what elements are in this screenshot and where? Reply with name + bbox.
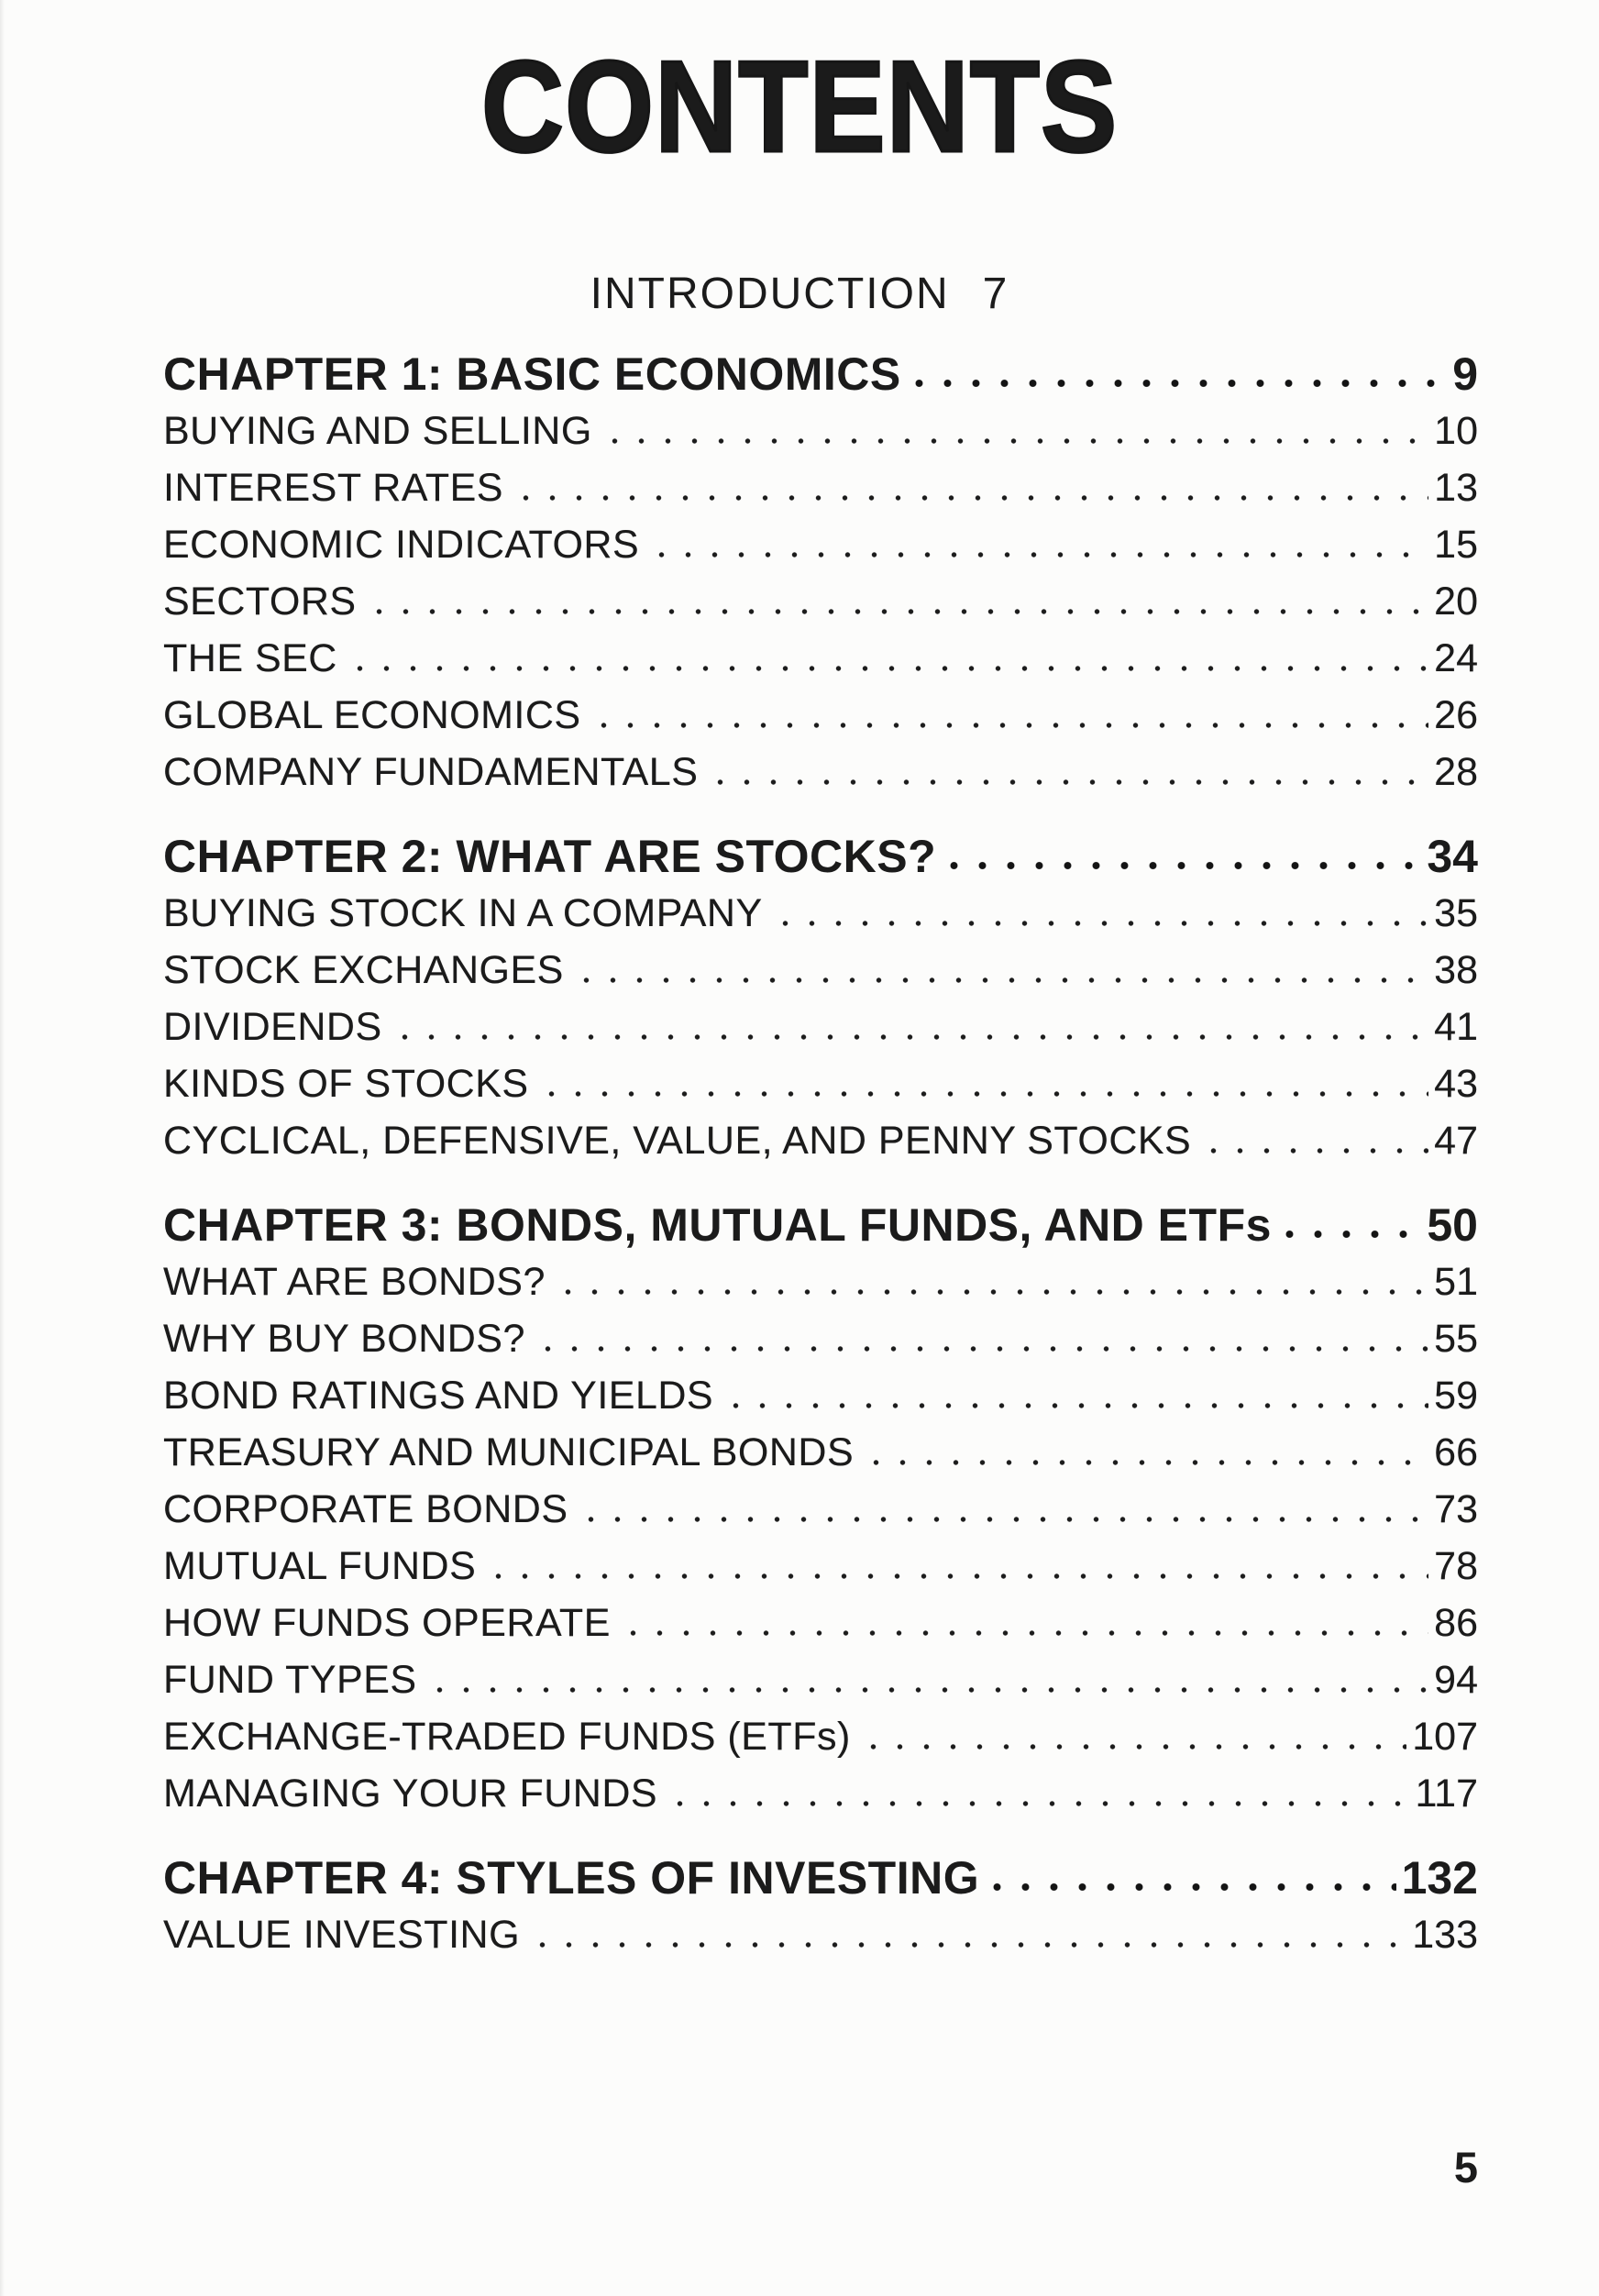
dot-leader	[555, 1253, 1428, 1310]
toc-entry-label: CHAPTER 1: BASIC ECONOMICS	[163, 348, 901, 400]
toc-entry-label: BUYING AND SELLING	[163, 409, 592, 453]
toc-entry-label: STOCK EXCHANGES	[163, 948, 564, 992]
toc-entry-row	[163, 687, 1478, 744]
toc-entry-page: 86	[1434, 1601, 1478, 1645]
toc-entry-label: VALUE INVESTING	[163, 1913, 521, 1957]
dot-leader	[573, 942, 1428, 999]
toc-entry-row	[163, 999, 1478, 1055]
dot-leader	[620, 1595, 1428, 1651]
toc-entry-page: 24	[1434, 636, 1478, 680]
chapter-heading-row	[163, 346, 1478, 403]
toc-entry-label: WHY BUY BONDS?	[163, 1317, 525, 1361]
toc-entry-row	[163, 1424, 1478, 1481]
dot-leader	[535, 1310, 1428, 1367]
toc-entry-page: 50	[1427, 1199, 1478, 1251]
toc-entry-label: TREASURY AND MUNICIPAL BONDS	[163, 1430, 855, 1474]
toc-entry-row	[163, 1112, 1478, 1169]
dot-leader	[905, 346, 1447, 403]
toc-entry-label: KINDS OF STOCKS	[163, 1062, 529, 1106]
toc-entry-label: DIVIDENDS	[163, 1005, 382, 1049]
toc-entry-page: 47	[1434, 1119, 1478, 1163]
dot-leader	[513, 459, 1428, 516]
toc-entry-label: CHAPTER 4: STYLES OF INVESTING	[163, 1852, 980, 1904]
toc-entry-label: CYCLICAL, DEFENSIVE, VALUE, AND PENNY STOCKS	[163, 1119, 1192, 1163]
toc-entry-label: BOND RATINGS AND YIELDS	[163, 1374, 714, 1418]
toc-entry-row	[163, 459, 1478, 516]
dot-leader	[707, 744, 1428, 800]
toc-entry-page: 13	[1434, 466, 1478, 510]
toc-entry-page: 9	[1452, 348, 1478, 400]
toc-entry-page: 26	[1434, 693, 1478, 737]
dot-leader	[722, 1367, 1428, 1424]
toc-entry-row	[163, 1055, 1478, 1112]
toc-entry-label: COMPANY FUNDAMENTALS	[163, 750, 699, 794]
toc-entry-row	[163, 1765, 1478, 1822]
toc-entry-row	[163, 1481, 1478, 1538]
dot-leader	[1275, 1197, 1421, 1253]
dot-leader	[667, 1765, 1409, 1822]
dot-leader	[529, 1906, 1406, 1963]
dot-leader	[860, 1708, 1406, 1765]
dot-leader	[772, 885, 1428, 942]
toc-entry-page: 35	[1434, 891, 1478, 935]
dot-leader	[601, 403, 1428, 459]
toc-entry-label: MANAGING YOUR FUNDS	[163, 1772, 658, 1816]
toc-entry-page: 59	[1434, 1374, 1478, 1418]
dot-leader	[578, 1481, 1429, 1538]
dot-leader	[426, 1651, 1429, 1708]
toc-entry-row	[163, 942, 1478, 999]
toc-entry-page: 66	[1434, 1430, 1478, 1474]
toc-entry-label: MUTUAL FUNDS	[163, 1544, 477, 1588]
toc-entry-row	[163, 1538, 1478, 1595]
dot-leader	[347, 630, 1428, 687]
chapter-heading-row	[163, 1197, 1478, 1253]
toc-entry-page: 73	[1434, 1487, 1478, 1531]
toc-entry-page: 20	[1434, 580, 1478, 624]
toc-entry-row	[163, 885, 1478, 942]
dot-leader	[648, 516, 1428, 573]
dot-leader	[940, 828, 1421, 885]
toc-entry-label: THE SEC	[163, 636, 337, 680]
introduction-label: INTRODUCTION	[590, 270, 950, 318]
introduction-page-number: 7	[982, 270, 1009, 318]
toc-entry-row	[163, 403, 1478, 459]
dot-leader	[983, 1849, 1395, 1906]
toc-entry-row	[163, 1708, 1478, 1765]
toc-list	[163, 346, 1478, 1963]
toc-entry-row	[163, 516, 1478, 573]
toc-entry-page: 132	[1401, 1852, 1478, 1904]
toc-entry-label: ECONOMIC INDICATORS	[163, 523, 640, 567]
toc-entry-page: 78	[1434, 1544, 1478, 1588]
toc-entry-page: 34	[1427, 831, 1478, 882]
introduction-entry	[0, 270, 1599, 318]
page-number: 5	[1453, 2143, 1478, 2191]
chapter-heading-row	[163, 1849, 1478, 1906]
page-title: CONTENTS	[480, 34, 1119, 180]
toc-entry-page: 43	[1434, 1062, 1478, 1106]
toc-entry-label: SECTORS	[163, 580, 357, 624]
dot-leader	[863, 1424, 1428, 1481]
toc-entry-label: CHAPTER 2: WHAT ARE STOCKS?	[163, 831, 937, 882]
toc-entry-row	[163, 1310, 1478, 1367]
toc-entry-label: BUYING STOCK IN A COMPANY	[163, 891, 763, 935]
dot-leader	[485, 1538, 1428, 1595]
toc-entry-row	[163, 744, 1478, 800]
toc-entry-label: EXCHANGE-TRADED FUNDS (ETFs)	[163, 1715, 851, 1759]
toc-entry-page: 133	[1412, 1913, 1478, 1957]
toc-entry-page: 15	[1434, 523, 1478, 567]
toc-entry-label: CHAPTER 3: BONDS, MUTUAL FUNDS, AND ETFs	[163, 1199, 1272, 1251]
dot-leader	[538, 1055, 1429, 1112]
toc-entry-label: HOW FUNDS OPERATE	[163, 1601, 611, 1645]
toc-entry-row	[163, 1906, 1478, 1963]
dot-leader	[590, 687, 1429, 744]
dot-leader	[1200, 1112, 1428, 1169]
dot-leader	[391, 999, 1429, 1055]
toc-entry-page: 107	[1412, 1715, 1478, 1759]
toc-entry-label: WHAT ARE BONDS?	[163, 1260, 546, 1304]
toc-entry-row	[163, 1651, 1478, 1708]
chapter-heading-row	[163, 828, 1478, 885]
toc-entry-row	[163, 1595, 1478, 1651]
toc-entry-page: 38	[1434, 948, 1478, 992]
toc-entry-row	[163, 630, 1478, 687]
toc-entry-page: 28	[1434, 750, 1478, 794]
toc-entry-page: 117	[1415, 1772, 1478, 1816]
toc-entry-row	[163, 1253, 1478, 1310]
toc-entry-row	[163, 1367, 1478, 1424]
toc-entry-label: GLOBAL ECONOMICS	[163, 693, 581, 737]
toc-entry-page: 10	[1434, 409, 1478, 453]
toc-entry-label: FUND TYPES	[163, 1658, 417, 1702]
toc-entry-label: INTEREST RATES	[163, 466, 503, 510]
toc-entry-page: 41	[1434, 1005, 1478, 1049]
toc-entry-page: 55	[1434, 1317, 1478, 1361]
toc-entry-page: 94	[1434, 1658, 1478, 1702]
toc-entry-page: 51	[1434, 1260, 1478, 1304]
dot-leader	[366, 573, 1429, 630]
toc-entry-label: CORPORATE BONDS	[163, 1487, 568, 1531]
toc-entry-row	[163, 573, 1478, 630]
